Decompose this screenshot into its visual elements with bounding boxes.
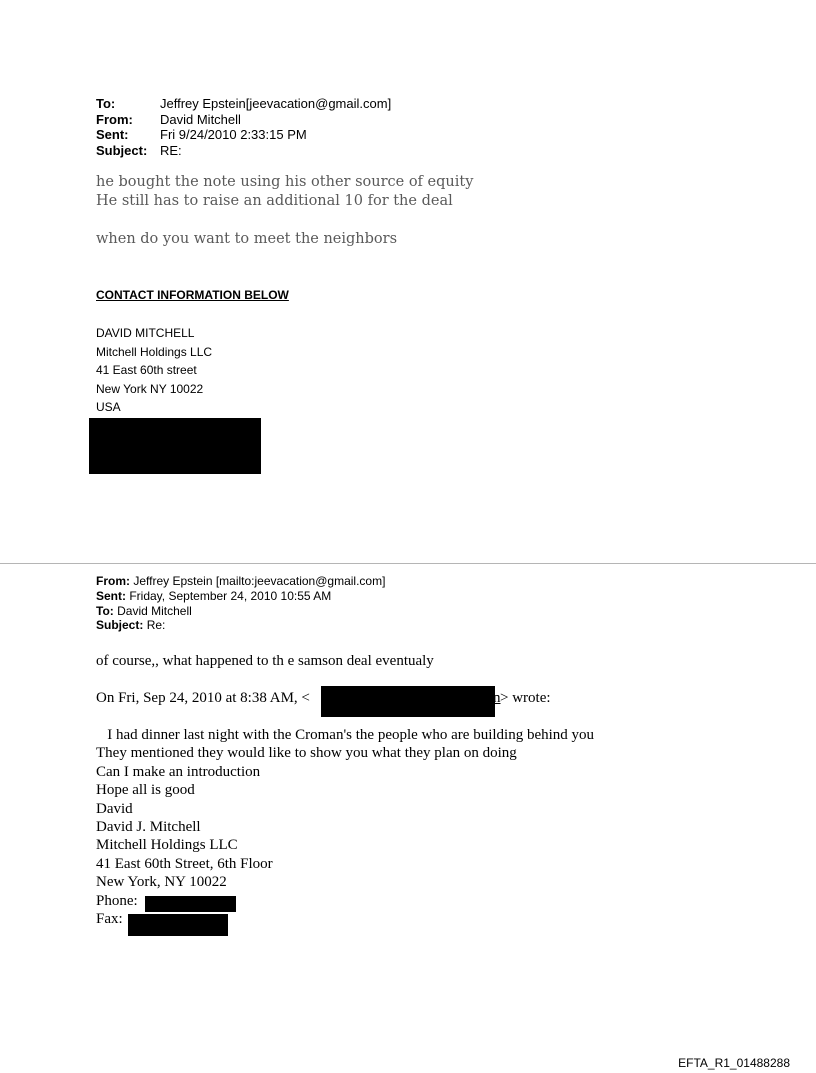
orig-from-value: Jeffrey Epstein [mailto:jeevacation@gmail.com] [133,574,386,588]
to-row [96,96,391,112]
from-row [96,112,391,128]
quoted-line: David J. Mitchell [96,819,201,836]
orig-to-value: David Mitchell [117,603,192,618]
sent-row [96,127,391,143]
orig-subject-value: Re: [146,618,166,633]
contact-line: USA [96,400,121,414]
orig-subject-label: Subject: [96,618,144,633]
reply-line-1: he bought the note using his other source of equity [96,174,474,190]
contact-line: 41 East 60th street [96,363,197,377]
on-date-prefix: On Fri, Sep 24, 2010 at 8:38 AM, < [96,690,310,706]
redaction-block [321,686,495,717]
orig-from-row [96,574,385,589]
quoted-line: Can I make an introduction [96,763,261,780]
quoted-line: They mentioned they would like to show you what they plan on doing [96,745,517,762]
orig-sent-label: Sent: [96,588,126,603]
quoted-line: David [96,800,133,817]
contact-heading: CONTACT INFORMATION BELOW [96,288,289,302]
contact-line: DAVID MITCHELL [96,326,195,340]
fax-label: Fax: [96,911,127,928]
message-divider [0,563,816,564]
from-label: From: [96,111,133,127]
contact-line: Mitchell Holdings LLC [96,344,213,359]
from-value: David Mitchell [160,111,241,127]
original-body-line: of course,, what happened to th e samson deal eventualy [96,653,434,669]
to-value: Jeffrey Epstein[jeevacation@gmail.com] [160,96,392,111]
contact-line: New York NY 10022 [96,381,204,396]
contact-block [96,324,212,417]
sent-label: Sent: [96,127,129,142]
reply-line-3: when do you want to meet the neighbors [96,231,398,247]
quoted-line: Mitchell Holdings LLC [96,837,238,854]
subject-label: Subject: [96,142,148,158]
orig-subject-row [96,618,385,633]
subject-row [96,143,391,159]
redaction-block [128,914,228,936]
sent-value: Fri 9/24/2010 2:33:15 PM [160,127,307,142]
orig-to-label: To: [96,603,114,618]
original-header [96,574,385,633]
redaction-block [145,896,236,912]
quoted-line: 41 East 60th Street, 6th Floor [96,855,273,872]
orig-sent-row [96,589,385,604]
on-date-suffix: > wrote: [500,690,551,706]
orig-from-label: From: [96,574,130,588]
email-header [96,96,391,158]
phone-label: Phone: [96,892,142,909]
quoted-line: I had dinner last night with the Croman's the people who are building behind you [96,727,595,743]
orig-to-row [96,604,385,619]
to-label: To: [96,96,116,111]
document-id: EFTA_R1_01488288 [678,1056,790,1070]
quoted-line: New York, NY 10022 [96,874,227,891]
redaction-block [89,418,261,474]
quoted-line: Hope all is good [96,782,195,799]
reply-line-2: He still has to raise an additional 10 for the deal [96,193,453,209]
orig-sent-value: Friday, September 24, 2010 10:55 AM [129,588,332,603]
subject-value: RE: [160,142,182,158]
on-date-tail: n [493,690,501,706]
